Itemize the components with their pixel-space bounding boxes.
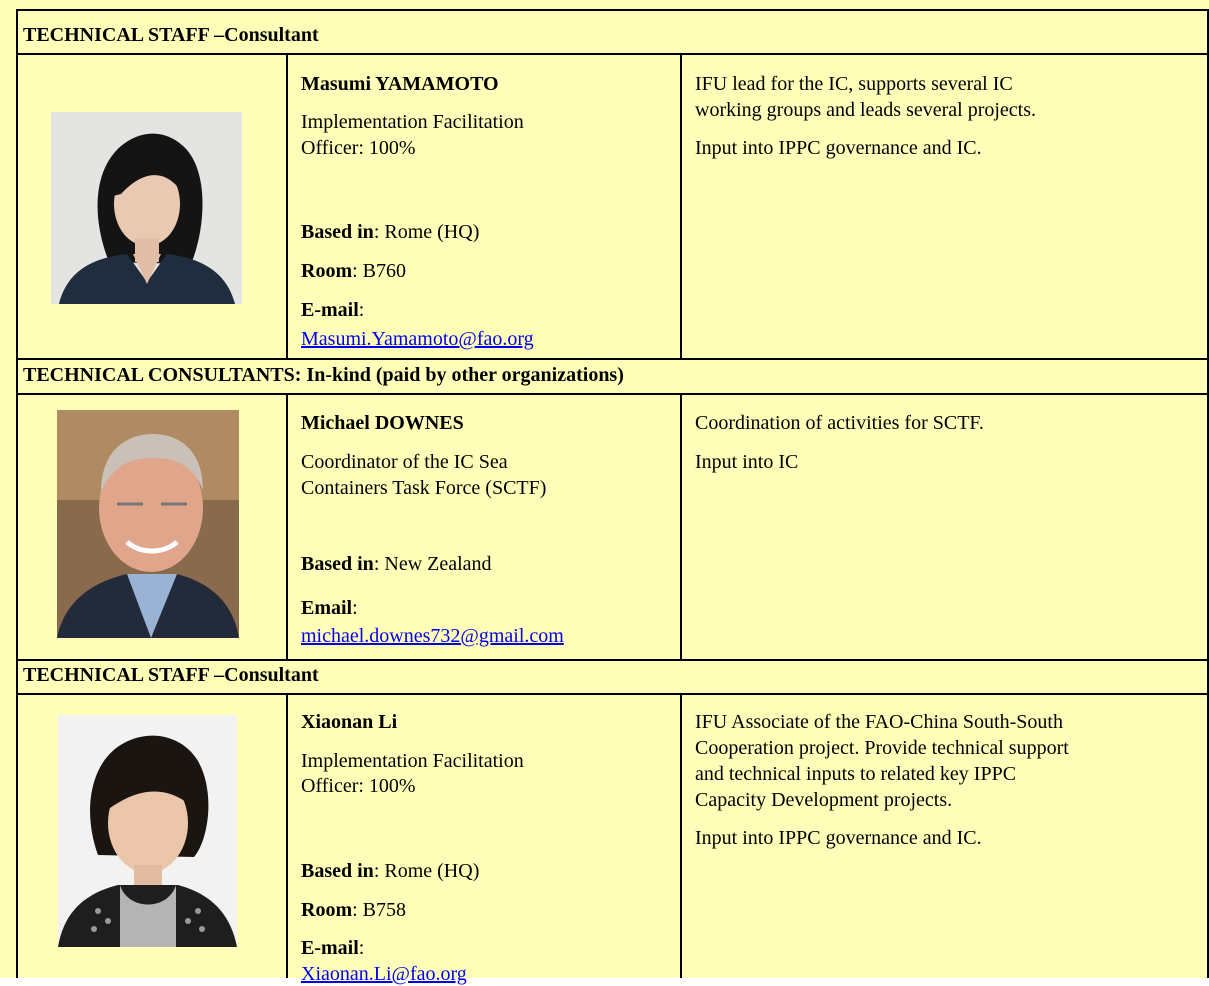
table-border-left	[16, 9, 18, 978]
section-heading: TECHNICAL STAFF –Consultant	[23, 664, 319, 686]
staff-role: Implementation Facilitation	[301, 111, 524, 133]
column-divider	[286, 53, 288, 359]
email-label: E-mail:	[301, 299, 365, 321]
section-heading: TECHNICAL CONSULTANTS: In-kind (paid by other organizations)	[23, 364, 624, 386]
staff-room	[301, 898, 406, 922]
staff-location	[301, 859, 479, 883]
section-heading: TECHNICAL STAFF –Consultant	[23, 24, 319, 46]
staff-photo	[58, 715, 237, 947]
row-divider	[16, 358, 1209, 360]
email-link[interactable]: Xiaonan.Li@fao.org	[301, 963, 467, 985]
staff-description: Cooperation project. Provide technical support	[695, 737, 1069, 759]
room-value: : B760	[352, 260, 407, 282]
column-divider	[680, 53, 682, 359]
based-in-value: : New Zealand	[373, 553, 492, 575]
room-label: Room	[301, 899, 353, 921]
room-value: : B758	[352, 899, 407, 921]
room-label: Room	[301, 260, 353, 282]
column-divider	[680, 393, 682, 660]
staff-description: working groups and leads several projects.	[695, 99, 1037, 121]
column-divider	[680, 693, 682, 978]
staff-role: Officer: 100%	[301, 775, 416, 797]
staff-description: Input into IPPC governance and IC.	[695, 137, 982, 159]
staff-location	[301, 220, 479, 244]
staff-photo	[57, 410, 239, 638]
email-label: E-mail:	[301, 937, 365, 959]
row-divider	[16, 393, 1209, 395]
staff-location	[301, 552, 492, 576]
staff-role: Implementation Facilitation	[301, 750, 524, 772]
staff-name: Masumi YAMAMOTO	[301, 73, 499, 95]
email-link[interactable]: Masumi.Yamamoto@fao.org	[301, 328, 534, 350]
based-in-label: Based in	[301, 553, 374, 575]
staff-role: Coordinator of the IC Sea	[301, 451, 508, 473]
row-divider	[16, 659, 1209, 661]
column-divider	[286, 693, 288, 978]
based-in-value: : Rome (HQ)	[373, 860, 480, 882]
staff-description: IFU lead for the IC, supports several IC	[695, 73, 1013, 95]
row-divider	[16, 53, 1209, 55]
table-border-top	[16, 9, 1209, 11]
staff-role: Containers Task Force (SCTF)	[301, 477, 547, 499]
staff-name: Xiaonan Li	[301, 711, 398, 733]
email-link[interactable]: michael.downes732@gmail.com	[301, 625, 564, 647]
staff-room	[301, 259, 406, 283]
based-in-label: Based in	[301, 221, 374, 243]
based-in-value: : Rome (HQ)	[373, 221, 480, 243]
staff-description: Capacity Development projects.	[695, 789, 953, 811]
column-divider	[286, 393, 288, 660]
staff-description: Input into IC	[695, 451, 799, 473]
staff-description: Input into IPPC governance and IC.	[695, 827, 982, 849]
staff-name: Michael DOWNES	[301, 412, 464, 434]
staff-role: Officer: 100%	[301, 137, 416, 159]
staff-description: Coordination of activities for SCTF.	[695, 412, 984, 434]
staff-photo	[51, 112, 242, 304]
row-divider	[16, 693, 1209, 695]
based-in-label: Based in	[301, 860, 374, 882]
staff-description: IFU Associate of the FAO-China South-South	[695, 711, 1063, 733]
email-label: Email:	[301, 597, 358, 619]
staff-description: and technical inputs to related key IPPC	[695, 763, 1017, 785]
